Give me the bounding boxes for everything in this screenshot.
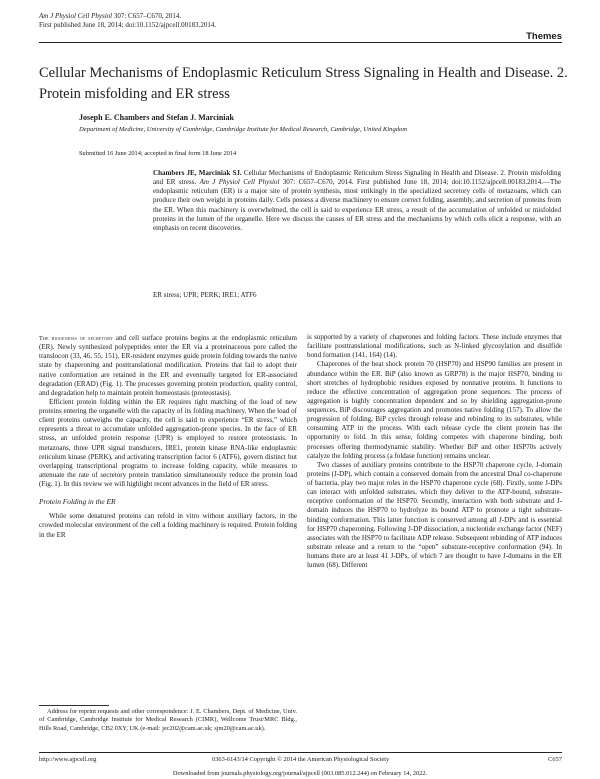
abstract-body: 307: C657–C670, 2014. First published June 18, 2014; doi:10.1152/ajpcell.00183.2014.—The endoplasmic reticulum (ER) is a major site of protein synthesis, most strikingly in the specialized secretory cells of metazoans, which can produce their own weight in proteins daily. Cells possess a diverse machinery to ensure correct folding, assembly, and secretion of proteins from the ER. When this machinery is overwhelmed, the cell is said to experience ER stress, a result of the accumulation of unfolded or misfolded proteins in the lumen of the organelle. Here we discuss the causes of ER stress and the mechanisms by which cells elicit a response, with an emphasis on recent discoveries. — [153, 178, 561, 232]
abstract — [153, 169, 561, 233]
body-paragraph: Chaperones of the heat shock protein 70 (HSP70) and HSP90 families are present in abundance within the ER. BiP (also known as GRP78) is the major HSP70, binding to short stretches of hydrophobic residues exposed by nonnative proteins. It functions to reduce the effective concentration of aggregation prone sequences. The process of aggregation is highly concentration dependent and so by shielding aggregation-prone sequences, BiP discourages aggregation and promotes native folding (157). To allow the progression of folding, BiP cycles through release and rebinding to its substrates, while consuming ATP in the process. With each release cycle the client protein has the opportunity to fold. In this sense, folding competes with chaperone binding, both processes offering thermodynamic stability. Whether BiP and other HSP70s actively catalyze the folding process (a foldase function) remains unclear. — [307, 360, 562, 460]
body-paragraph: Efficient protein folding within the ER requires tight matching of the load of new proteins entering the organelle with the capacity of its folding machinery. When the load of client proteins outweighs the capacity, the cell is said to experience “ER stress,” which represents a threat to accumulate unfolded aggregation-prone species. In the face of ER stress, an unfolded protein response (UPR) is employed to restore proteostasis. In metazoans, three UPR signal transducers, IRE1, protein kinase RNA-like endoplasmic reticulum kinase (PERK), and activating transcription factor 6 (ATF6), govern distinct but overlapping transcriptional programs to increase folding capacity, while measures to attenuate the rate of secretory protein translation simultaneously reduce the protein load (Fig. 1). In this review we will highlight recent advances in the field of ER stress. — [39, 397, 297, 488]
author-list: Joseph E. Chambers and Stefan J. Marciniak — [79, 113, 234, 122]
header-divider — [39, 42, 562, 43]
body-paragraph: is supported by a variety of chaperones and folding factors. These include enzymes that facilitate posttranslational modifications, such as N-linked glycosylation and disulfide bond formation (141, 164) (14). — [307, 333, 562, 360]
keywords: ER stress; UPR; PERK; IRE1; ATF6 — [153, 291, 257, 299]
running-header — [39, 12, 216, 30]
correspondence-footnote: Address for reprint requests and other correspondence: J. E. Chambers, Dept. of Medicine, Univ. of Cambridge, Cambridge Institute for Medical Research (CIMR), Wellcome Trust/MRC Bldg., Hills Road, Cambridge, CB2 0XY, UK (e-mail: jec202@cam.ac.uk; sjm20@cam.ac.uk). — [39, 708, 297, 732]
affiliation: Department of Medicine, University of Cambridge, Cambridge Institute for Medical Research, Cambridge, United Kingdom — [79, 126, 408, 133]
footer-divider — [39, 752, 562, 753]
page-number: C657 — [548, 756, 562, 763]
copyright-line: 0363-6143/14 Copyright © 2014 the American Physiological Society — [212, 756, 390, 763]
intro-paragraph — [39, 334, 297, 398]
journal-url-link[interactable]: http://www.ajpcell.org — [39, 756, 97, 763]
submission-dates: Submitted 16 June 2014; accepted in final form 18 June 2014 — [79, 150, 237, 157]
footnote-divider — [39, 705, 109, 706]
right-column — [307, 333, 562, 570]
body-paragraph: Two classes of auxiliary proteins contribute to the HSP70 chaperone cycle. J-domain proteins (J-DP), which contain a conserved domain from the ancestral DnaJ co-chaperone of bacteria, play two major roles in the HSP70 chaperone cycle (68). Firstly, some J-DPs can interact with unfolded substrates, which they deliver to the ATP-bound, substrate-receptive conformation of the HSP70. Secondly, interaction with both substrate and J-domain induces the HSP70 to hydrolyze its bound ATP to promote a tight substrate-binding conformation. This latter function is conserved among all J-DPs and is essential for HSP70 chaperoning. Following J-DP dissociation, a nucleotide exchange factor (NEF) associates with the HSP70 to facilitate ADP release. Subsequent rebinding of ATP induces substrate release and a return to the “open” substrate-receptive conformation (94). In humans there are at least 41 J-DPs, of which 7 are thought to have J-domains in the ER lumen (68). Different — [307, 460, 562, 570]
section-label: Themes — [526, 31, 562, 42]
lead-in-smallcaps: The biogenesis of secretory — [39, 335, 113, 342]
section-heading: Protein Folding in the ER — [39, 497, 116, 507]
left-column — [39, 334, 297, 540]
article-title: Cellular Mechanisms of Endoplasmic Reticulum Stress Signaling in Health and Disease. 2. Protein misfolding and ER stress — [39, 65, 568, 102]
journal-name: Am J Physiol Cell Physiol — [39, 12, 113, 20]
publication-info: First published June 18, 2014; doi:10.1152/ajpcell.00183.2014. — [39, 21, 217, 29]
abstract-cite-journal: Am J Physiol Cell Physiol — [199, 178, 280, 187]
body-paragraph: While some denatured proteins can refold in vitro without auxiliary factors, in the crowded molecular environment of the cell a folding machinery is required. Protein folding in the ER — [39, 512, 297, 539]
abstract-cite-authors: Chambers JE, Marciniak SJ. — [153, 169, 242, 177]
journal-citation: 307: C657–C670, 2014. — [112, 12, 182, 20]
intro-text: and cell surface proteins begins at the endoplasmic reticulum (ER). Newly synthesized polypeptides enter the ER via a proteinaceous pore called the translocon (33, 46, 55, 151). ER-resident enzymes guide protein folding towards the native state by chaperoning and posttranslational modification. Proteins that fail to adopt their native conformation are retained in the ER and eventually targeted for ER-associated degradation (ERAD) (Fig. 1). The processes governing protein production, quality control, and degradation help to maintain protein homeostasis (proteostasis). — [39, 334, 297, 397]
abstract-cite-title: Cellular Mechanisms of Endoplasmic Reticulum Stress Signaling in Health and Disease. 2. Protein misfolding and ER stress. — [153, 169, 562, 187]
download-notice: Downloaded from journals.physiology.org/journal/ajpcell (003.085.012.244) on February 14, 2022. — [172, 770, 428, 777]
